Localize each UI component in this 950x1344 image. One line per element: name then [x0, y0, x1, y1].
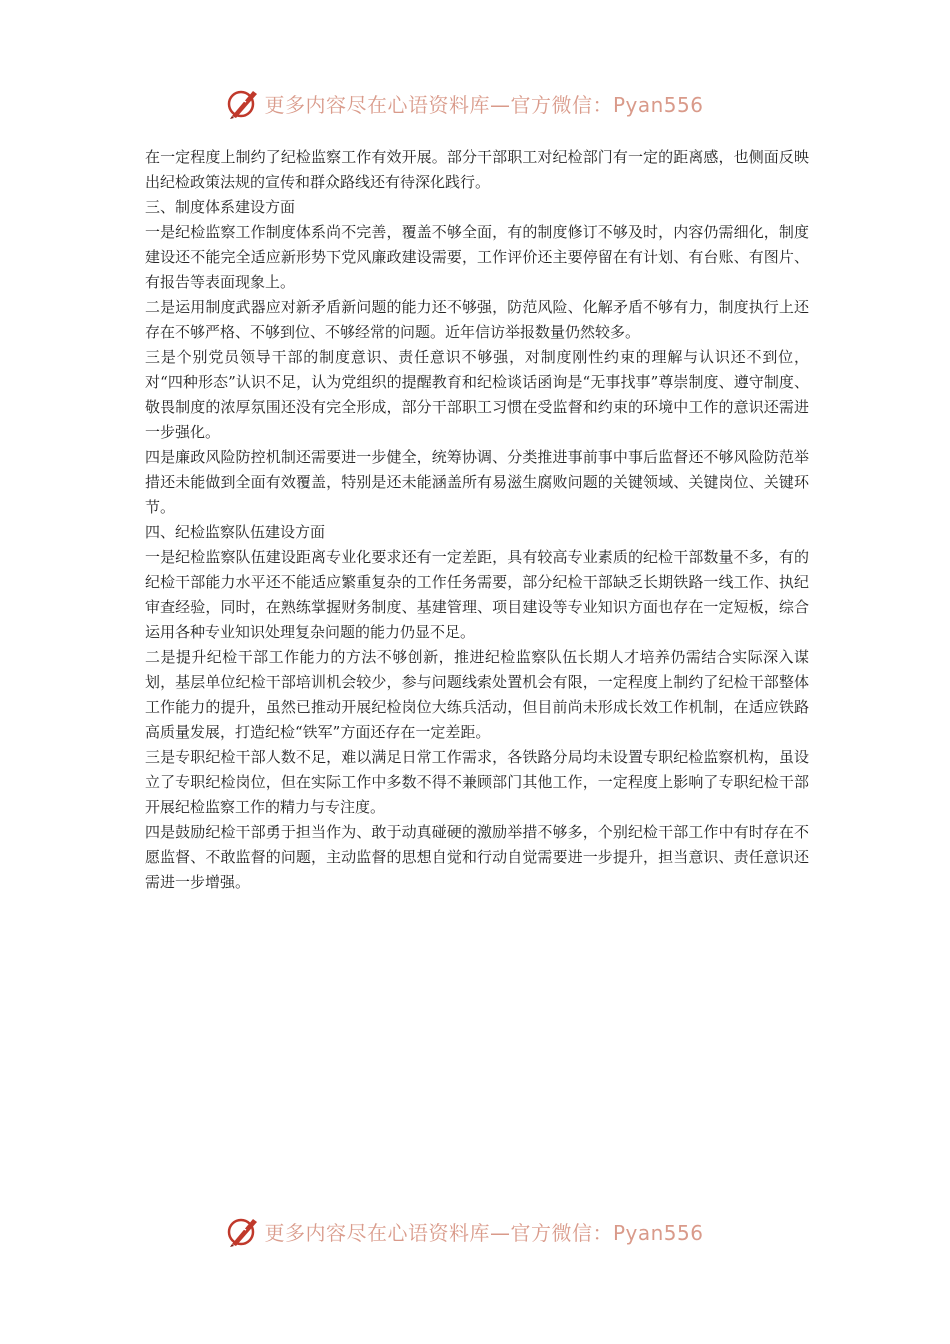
paragraph: 三是个别党员领导干部的制度意识、责任意识不够强，对制度刚性约束的理解与认识还不到位，对“四种形态”认识不足，认为党组织的提醒教育和纪检谈话函询是“无事找事”尊崇制度、遵守制度、敬畏制度的浓厚氛围还没有完全形成，部分干部职工习惯在受监督和约束的环境中工作的意识还需进一步强化。 [145, 348, 809, 441]
pen-circle-logo-icon [226, 86, 260, 120]
paragraph: 三是专职纪检干部人数不足，难以满足日常工作需求，各铁路分局均未设置专职纪检监察机构，虽设立了专职纪检岗位，但在实际工作中多数不得不兼顾部门其他工作，一定程度上影响了专职纪检干部开展纪检监察工作的精力与专注度。 [145, 748, 809, 816]
footer-banner [0, 1211, 950, 1251]
paragraph: 四是鼓励纪检干部勇于担当作为、敢于动真碰硬的激励举措不够多，个别纪检干部工作中有时存在不愿监督、不敢监督的问题，主动监督的思想自觉和行动自觉需要进一步提升，担当意识、责任意识还需进一步增强。 [145, 823, 809, 891]
document-body [145, 145, 809, 895]
paragraph: 二是提升纪检干部工作能力的方法不够创新，推进纪检监察队伍长期人才培养仍需结合实际深入谋划，基层单位纪检干部培训机会较少，参与问题线索处置机会有限，一定程度上制约了纪检干部整体工作能力的提升，虽然已推动开展纪检岗位大练兵活动，但目前尚未形成长效工作机制，在适应铁路高质量发展，打造纪检“铁军”方面还存在一定差距。 [145, 648, 809, 741]
paragraph: 四是廉政风险防控机制还需要进一步健全，统筹协调、分类推进事前事中事后监督还不够风险防范举措还未能做到全面有效覆盖，特别是还未能涵盖所有易滋生腐败问题的关键领域、关键岗位、关键环节。 [145, 448, 809, 516]
footer-banner-text: 更多内容尽在心语资料库—官方微信：Pyan556 [264, 1220, 704, 1245]
paragraph: 一是纪检监察队伍建设距离专业化要求还有一定差距，具有较高专业素质的纪检干部数量不多，有的纪检干部能力水平还不能适应繁重复杂的工作任务需要，部分纪检干部缺乏长期铁路一线工作、执纪审查经验，同时，在熟练掌握财务制度、基建管理、项目建设等专业知识方面也存在一定短板，综合运用各种专业知识处理复杂问题的能力仍显不足。 [145, 548, 809, 641]
paragraph-intro-continuation: 在一定程度上制约了纪检监察工作有效开展。部分干部职工对纪检部门有一定的距离感，也侧面反映出纪检政策法规的宣传和群众路线还有待深化践行。 [145, 148, 809, 191]
header-banner-text: 更多内容尽在心语资料库—官方微信：Pyan556 [264, 92, 704, 117]
header-banner [0, 83, 950, 123]
paragraph: 二是运用制度武器应对新矛盾新问题的能力还不够强，防范风险、化解矛盾不够有力，制度执行上还存在不够严格、不够到位、不够经常的问题。近年信访举报数量仍然较多。 [145, 298, 809, 341]
paragraph: 一是纪检监察工作制度体系尚不完善，覆盖不够全面，有的制度修订不够及时，内容仍需细化，制度建设还不能完全适应新形势下党风廉政建设需要，工作评价还主要停留在有计划、有台账、有图片、有报告等表面现象上。 [145, 223, 809, 291]
section-heading-system-building: 三、制度体系建设方面 [145, 198, 296, 216]
pen-circle-logo-icon [226, 1214, 260, 1248]
section-heading-team-building: 四、纪检监察队伍建设方面 [145, 523, 326, 541]
